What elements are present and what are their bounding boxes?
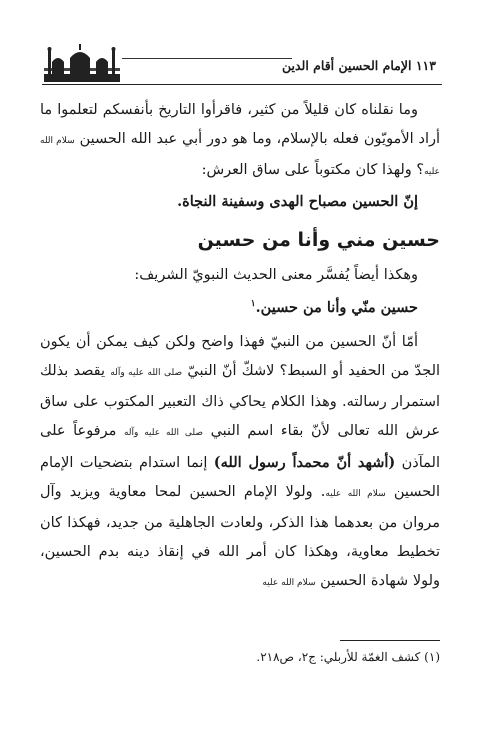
header-top-line [122,58,292,59]
paragraph-3 [40,328,440,598]
p3-line-2: يكون الجدّ من الحفيد أو السبط؟ لاشكّ أنّ النبيّ [40,333,441,379]
page-number: ١١٣ [415,58,436,73]
p3-line-9: الله في إنقاذ دينه بدم الحسين، ولولا شهادة الحسين [40,543,440,589]
p3-line-6b: . ولولا الإمام الحسين لمحا [154,483,326,500]
salam-honorific-3: سلام الله عليه [262,577,316,588]
p1-line-1: وما نقلناه كان قليلاً من كثير، فاقرأوا التاريخ بأنفسكم [102,102,418,118]
p3-line-6a: بتضحيات الإمام الحسين [40,454,440,500]
quote-2-text: حسين منّي وأنا من حسين. [255,298,418,316]
shahada-phrase: (أشهد أنّ محمداً رسول الله) [213,453,396,471]
quote-2 [40,290,440,322]
p1-line-2: لتعلموا ما أراد الأمويّون فعله بالإسلام، وما هو دور أبي عبد الله [40,102,441,147]
salawat-honorific-2: صلى الله عليه وآله [123,427,203,438]
quote-1: إنّ الحسين مصباح الهدى وسفينة النجاة. [177,193,418,210]
p3-line-8: الجاهلية من جديد، فهكذا كان تخطيط معاوية، وهكذا كان أمر [40,514,440,560]
running-title: الإمام الحسين أقام الدين [281,58,412,73]
p3-line-3: يقصد بذلك استمرار رسالته. وهذا الكلام يحاكي ذاك التعبير [40,362,440,410]
salam-honorific-2: سلام الله عليه [325,488,386,499]
salam-honorific: سلام الله عليه [40,136,440,177]
header-rule [42,84,442,85]
p3-line-5a: مرفوعاً على المآذن [40,422,440,471]
section-title: حسين مني وأنا من حسين [197,229,440,251]
paragraph-1 [40,96,440,187]
footnote-ref: ١ [250,299,256,309]
mosque-skyline-icon [42,44,122,86]
page-header [42,44,442,92]
p3-line-4: المكتوب على ساق عرش الله تعالى لأنّ بقاء اسم النبي [40,393,441,439]
p3-line-1: أمّا أنّ الحسين من النبيّ فهذا واضح ولكن كيف يمكن أن [75,333,419,350]
p1-line-3a: الحسين [79,131,126,147]
salawat-honorific: صلى الله عليه وآله [110,367,183,378]
p3-line-7: معاوية ويزيد وآل مروان من بعدهما هذا الذكر، ولعادت [40,483,440,531]
paragraph-2: وهكذا أيضاً يُفسَّر معنى الحديث النبويّ الشريف: [134,267,418,283]
p3-line-5b: إنما استدام [139,454,208,471]
footnote: (١) كشف الغمّة للأربلي: ج٢، ص٢١٨. [256,650,440,664]
running-header [282,58,436,73]
footnote-rule [340,640,440,641]
p1-line-3b: ؟ ولهذا كان مكتوباً على ساق العرش: [201,162,425,178]
page-body [40,96,440,598]
